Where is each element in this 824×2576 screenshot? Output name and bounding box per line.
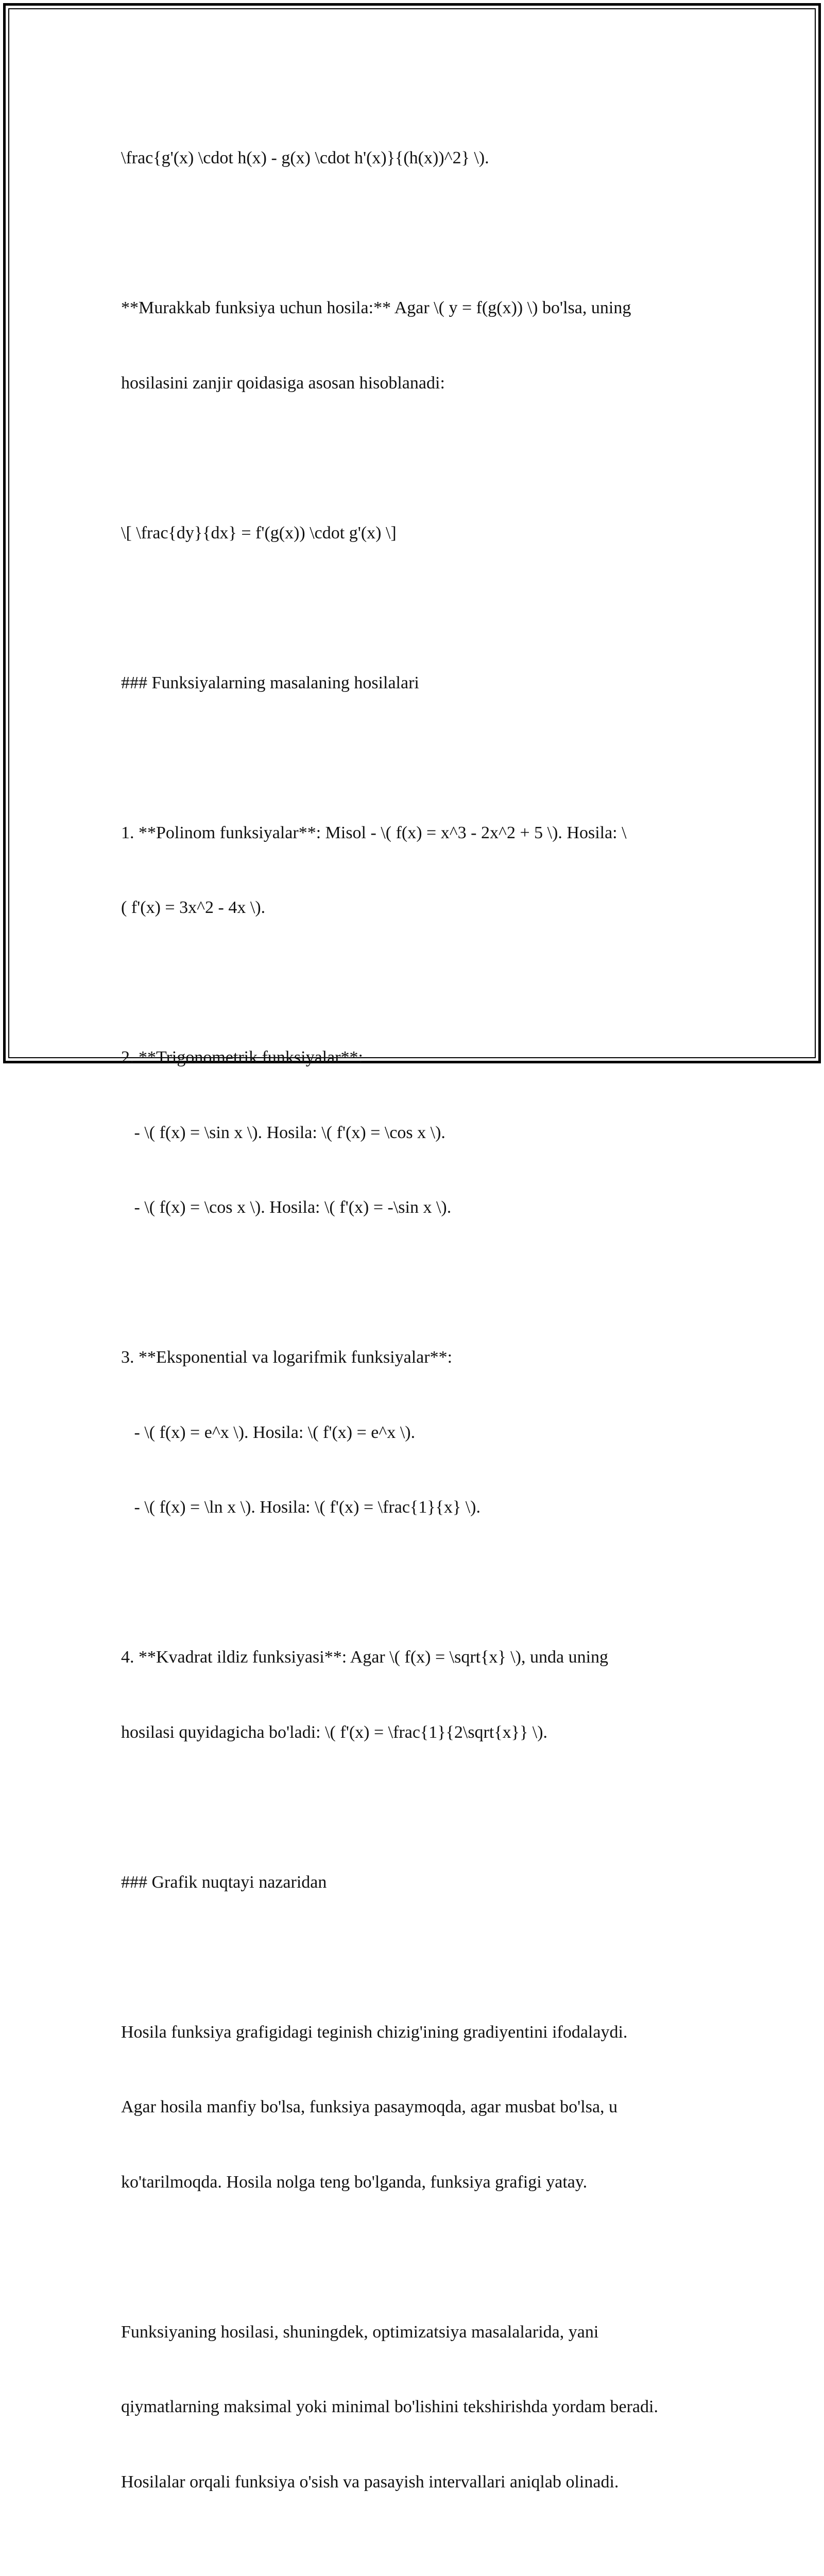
text-line: 3. **Eksponential va logarifmik funksiyalar**: bbox=[121, 1345, 718, 1370]
text-line: ko'tarilmoqda. Hosila nolga teng bo'lganda, funksiya grafigi yatay. bbox=[121, 2170, 718, 2195]
text-line: - \( f(x) = e^x \). Hosila: \( f'(x) = e^x \). bbox=[121, 1420, 718, 1446]
text-line: 1. **Polinom funksiyalar**: Misol - \( f(x) = x^3 - 2x^2 + 5 \). Hosila: \ bbox=[121, 821, 718, 846]
section-heading-derivatives bbox=[121, 621, 718, 746]
list-item-exponential-logarithmic bbox=[121, 1295, 718, 1570]
text-line: ### Grafik nuqtayi nazaridan bbox=[121, 1870, 718, 1895]
text-line: hosilasini zanjir qoidasiga asosan hisoblanadi: bbox=[121, 371, 718, 396]
paragraph-graph-gradient bbox=[121, 1970, 718, 2245]
text-line: **Murakkab funksiya uchun hosila:** Agar \( y = f(g(x)) \) bo'lsa, uning bbox=[121, 296, 718, 321]
paragraph-conclusion bbox=[121, 2570, 718, 2576]
document-body bbox=[121, 96, 718, 2576]
text-line: Agar hosila manfiy bo'lsa, funksiya pasaymoqda, agar musbat bo'lsa, u bbox=[121, 2095, 718, 2120]
paragraph-composite-function bbox=[121, 246, 718, 446]
text-line: qiymatlarning maksimal yoki minimal bo'lishini tekshirishda yordam beradi. bbox=[121, 2395, 718, 2420]
text-line: hosilasi quyidagicha bo'ladi: \( f'(x) = \frac{1}{2\sqrt{x}} \). bbox=[121, 1720, 718, 1745]
text-line: - \( f(x) = \ln x \). Hosila: \( f'(x) = \frac{1}{x} \). bbox=[121, 1495, 718, 1520]
paragraph-optimization bbox=[121, 2270, 718, 2545]
text-line: Hosilalar orqali funksiya o'sish va pasayish intervallari aniqlab olinadi. bbox=[121, 2470, 718, 2495]
list-item-square-root bbox=[121, 1595, 718, 1795]
section-heading-graphical bbox=[121, 1820, 718, 1945]
text-line: \[ \frac{dy}{dx} = f'(g(x)) \cdot g'(x) \] bbox=[121, 521, 718, 546]
text-line: - \( f(x) = \sin x \). Hosila: \( f'(x) = \cos x \). bbox=[121, 1121, 718, 1146]
paragraph-chain-rule-formula bbox=[121, 471, 718, 596]
list-item-polynomial bbox=[121, 771, 718, 971]
list-item-trigonometric bbox=[121, 995, 718, 1270]
text-line: Funksiyaning hosilasi, shuningdek, optimizatsiya masalalarida, yani bbox=[121, 2320, 718, 2345]
paragraph-frac-continuation bbox=[121, 96, 718, 221]
text-line: 2. **Trigonometrik funksiyalar**: bbox=[121, 1045, 718, 1071]
text-line: Hosila funksiya grafigidagi teginish chizig'ining gradiyentini ifodalaydi. bbox=[121, 2020, 718, 2045]
text-line: ### Funksiyalarning masalaning hosilalari bbox=[121, 671, 718, 696]
text-line: - \( f(x) = \cos x \). Hosila: \( f'(x) = -\sin x \). bbox=[121, 1195, 718, 1221]
text-line: ( f'(x) = 3x^2 - 4x \). bbox=[121, 895, 718, 921]
text-line: 4. **Kvadrat ildiz funksiyasi**: Agar \( f(x) = \sqrt{x} \), unda uning bbox=[121, 1645, 718, 1670]
text-line: \frac{g'(x) \cdot h(x) - g(x) \cdot h'(x)}{(h(x))^2} \). bbox=[121, 146, 718, 171]
